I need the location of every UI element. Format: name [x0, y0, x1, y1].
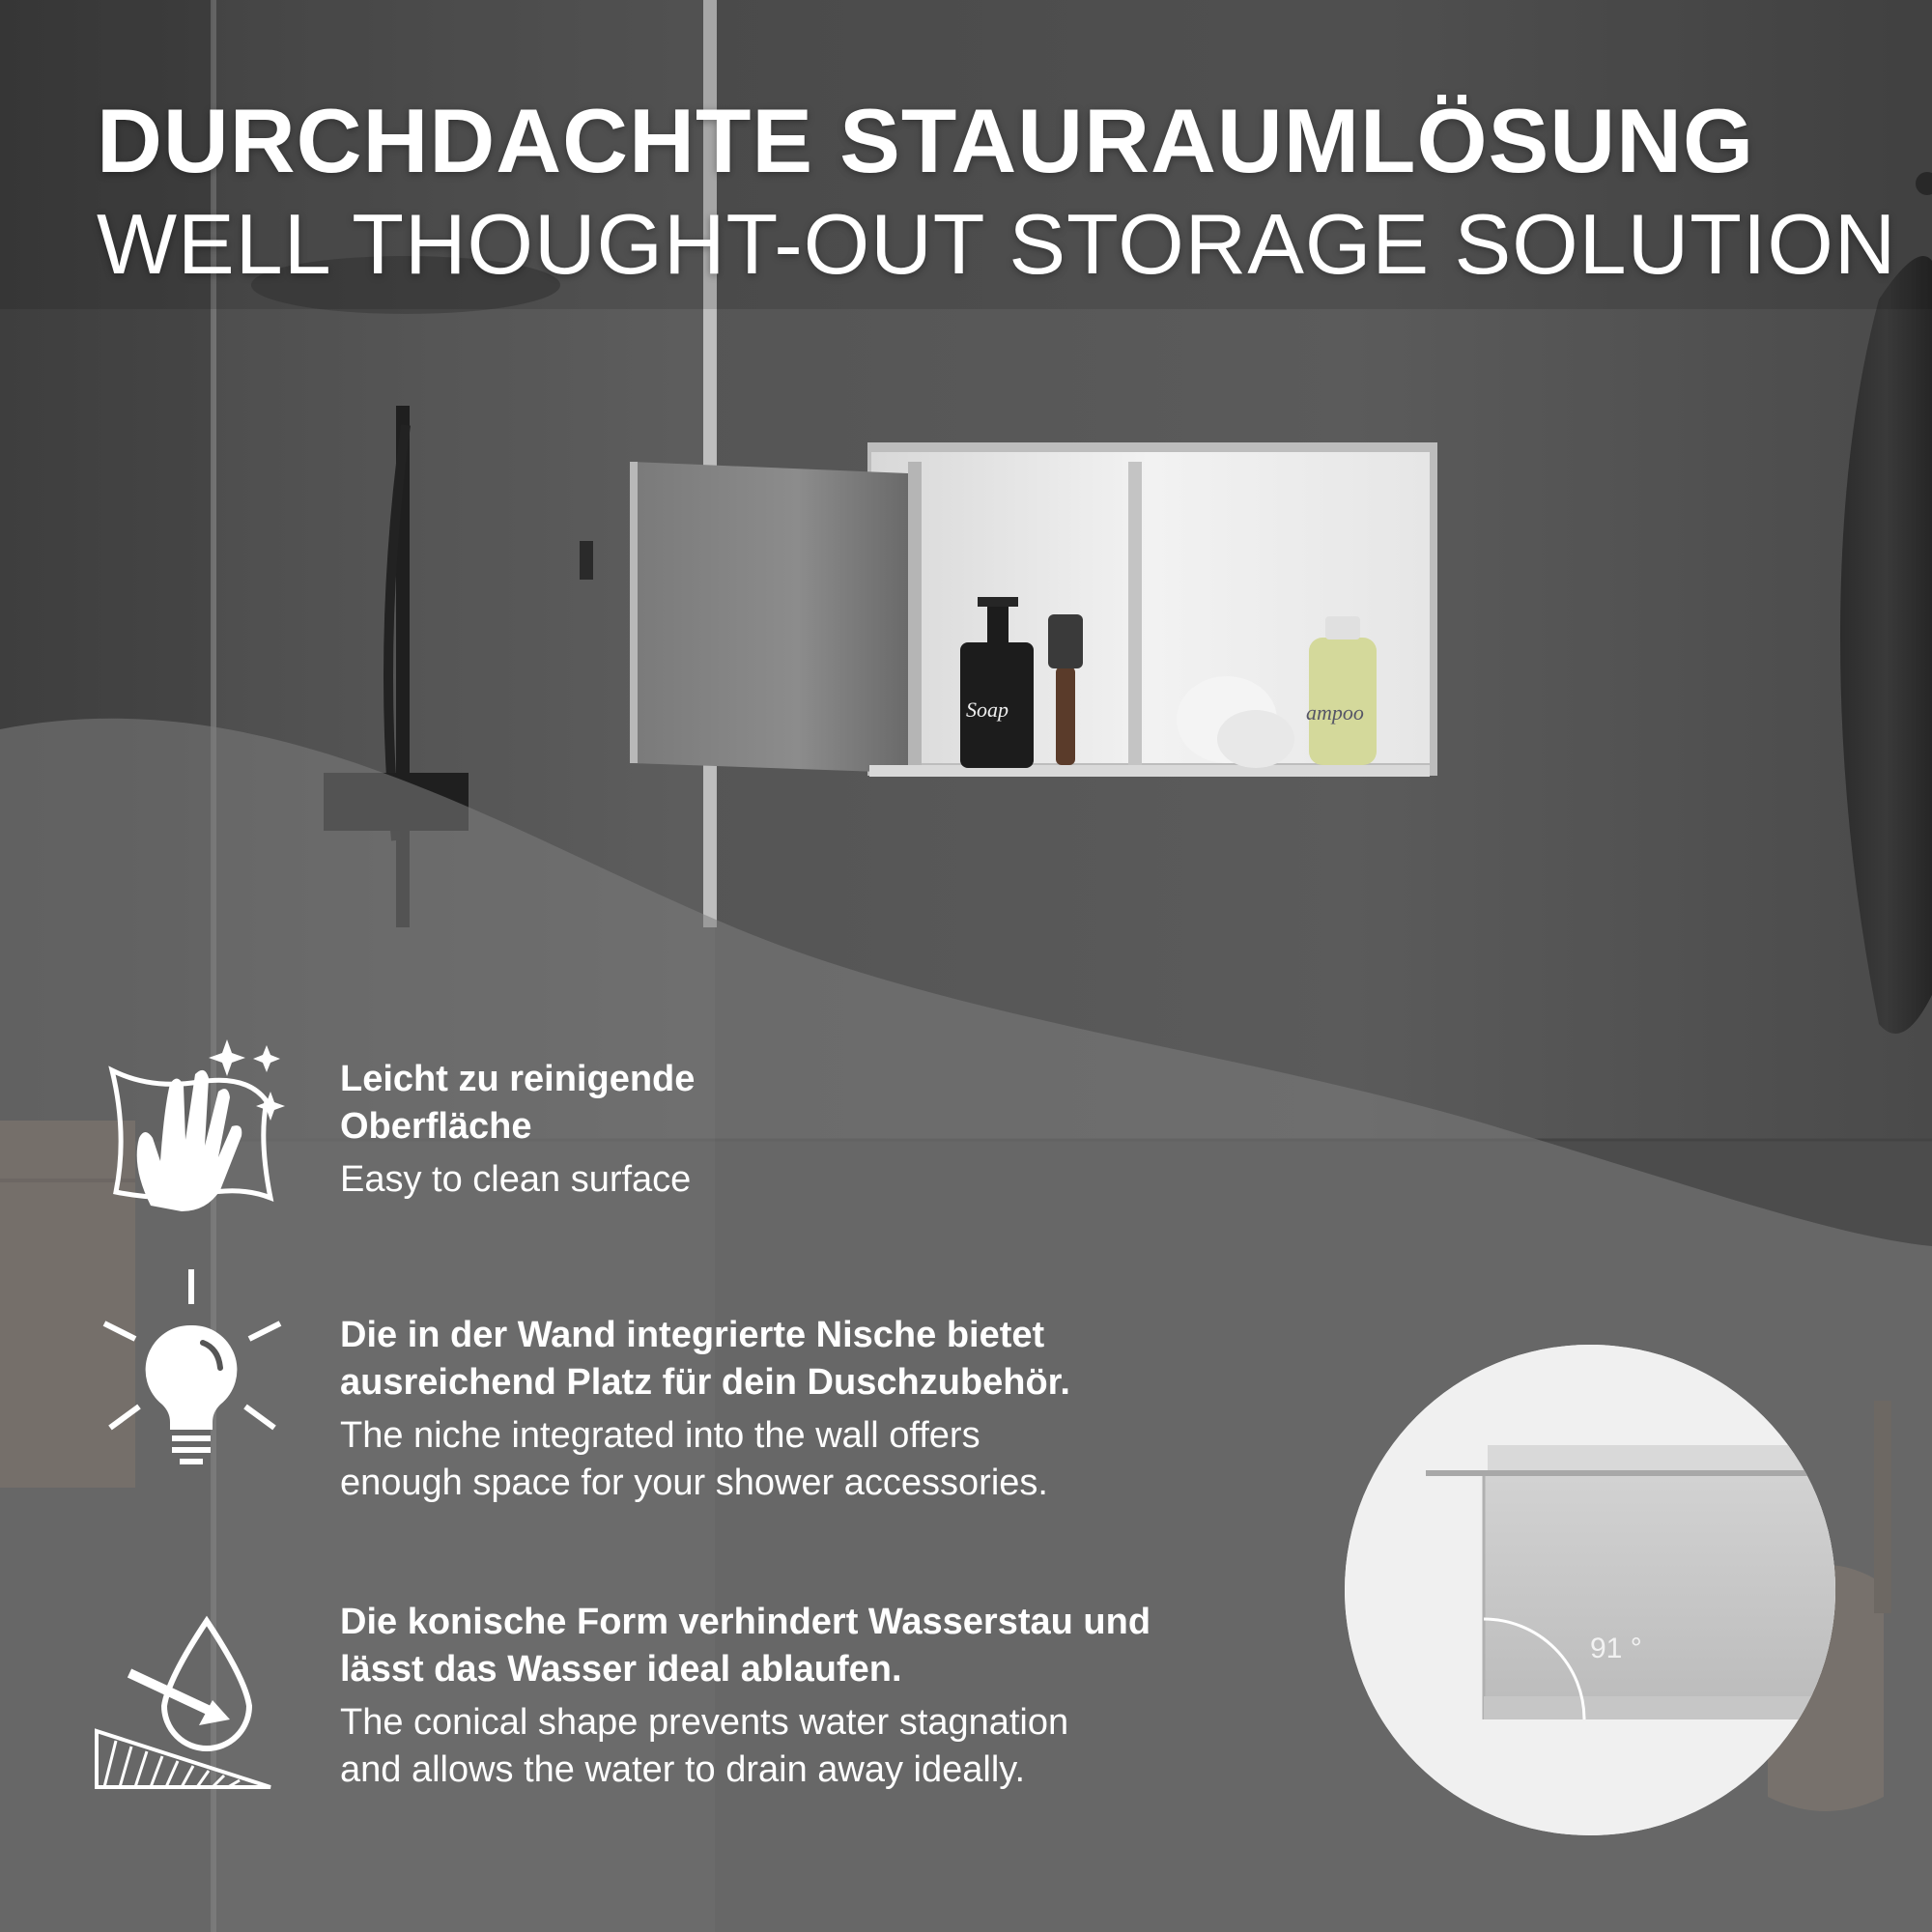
- shampoo-label: ampoo: [1306, 700, 1364, 724]
- feature-easy-clean: [340, 1056, 1229, 1204]
- feature-text-en: The niche integrated into the wall offers enough space for your shower accessories.: [340, 1415, 1048, 1503]
- feature-text-en: The conical shape prevents water stagnation and allows the water to drain away ideally.: [340, 1702, 1069, 1790]
- feature-title-de: Leicht zu reinigende Oberfläche: [340, 1059, 696, 1147]
- angle-label: 91 °: [1590, 1633, 1642, 1664]
- page-title-en: WELL THOUGHT-OUT STORAGE SOLUTION: [97, 196, 1897, 292]
- lightbulb-icon: [97, 1265, 290, 1478]
- angle-detail-view: [1345, 1345, 1835, 1835]
- feature-conical-shape: [340, 1599, 1229, 1794]
- feature-title-de: Die konische Form verhindert Wasserstau und lässt das Wasser ideal ablaufen.: [340, 1602, 1151, 1690]
- page-title-de: DURCHDACHTE STAURAUMLÖSUNG: [97, 90, 1755, 191]
- feature-text-en: Easy to clean surface: [340, 1159, 692, 1200]
- soap-label: Soap: [966, 697, 1009, 722]
- feature-title-de: Die in der Wand integrierte Nische bietet ausreichend Platz für dein Duschzubehör.: [340, 1315, 1070, 1403]
- feature-integrated-niche: [340, 1312, 1229, 1507]
- water-drop-slope-icon: [95, 1611, 278, 1790]
- cleaning-cloth-hand-icon: [97, 1034, 299, 1217]
